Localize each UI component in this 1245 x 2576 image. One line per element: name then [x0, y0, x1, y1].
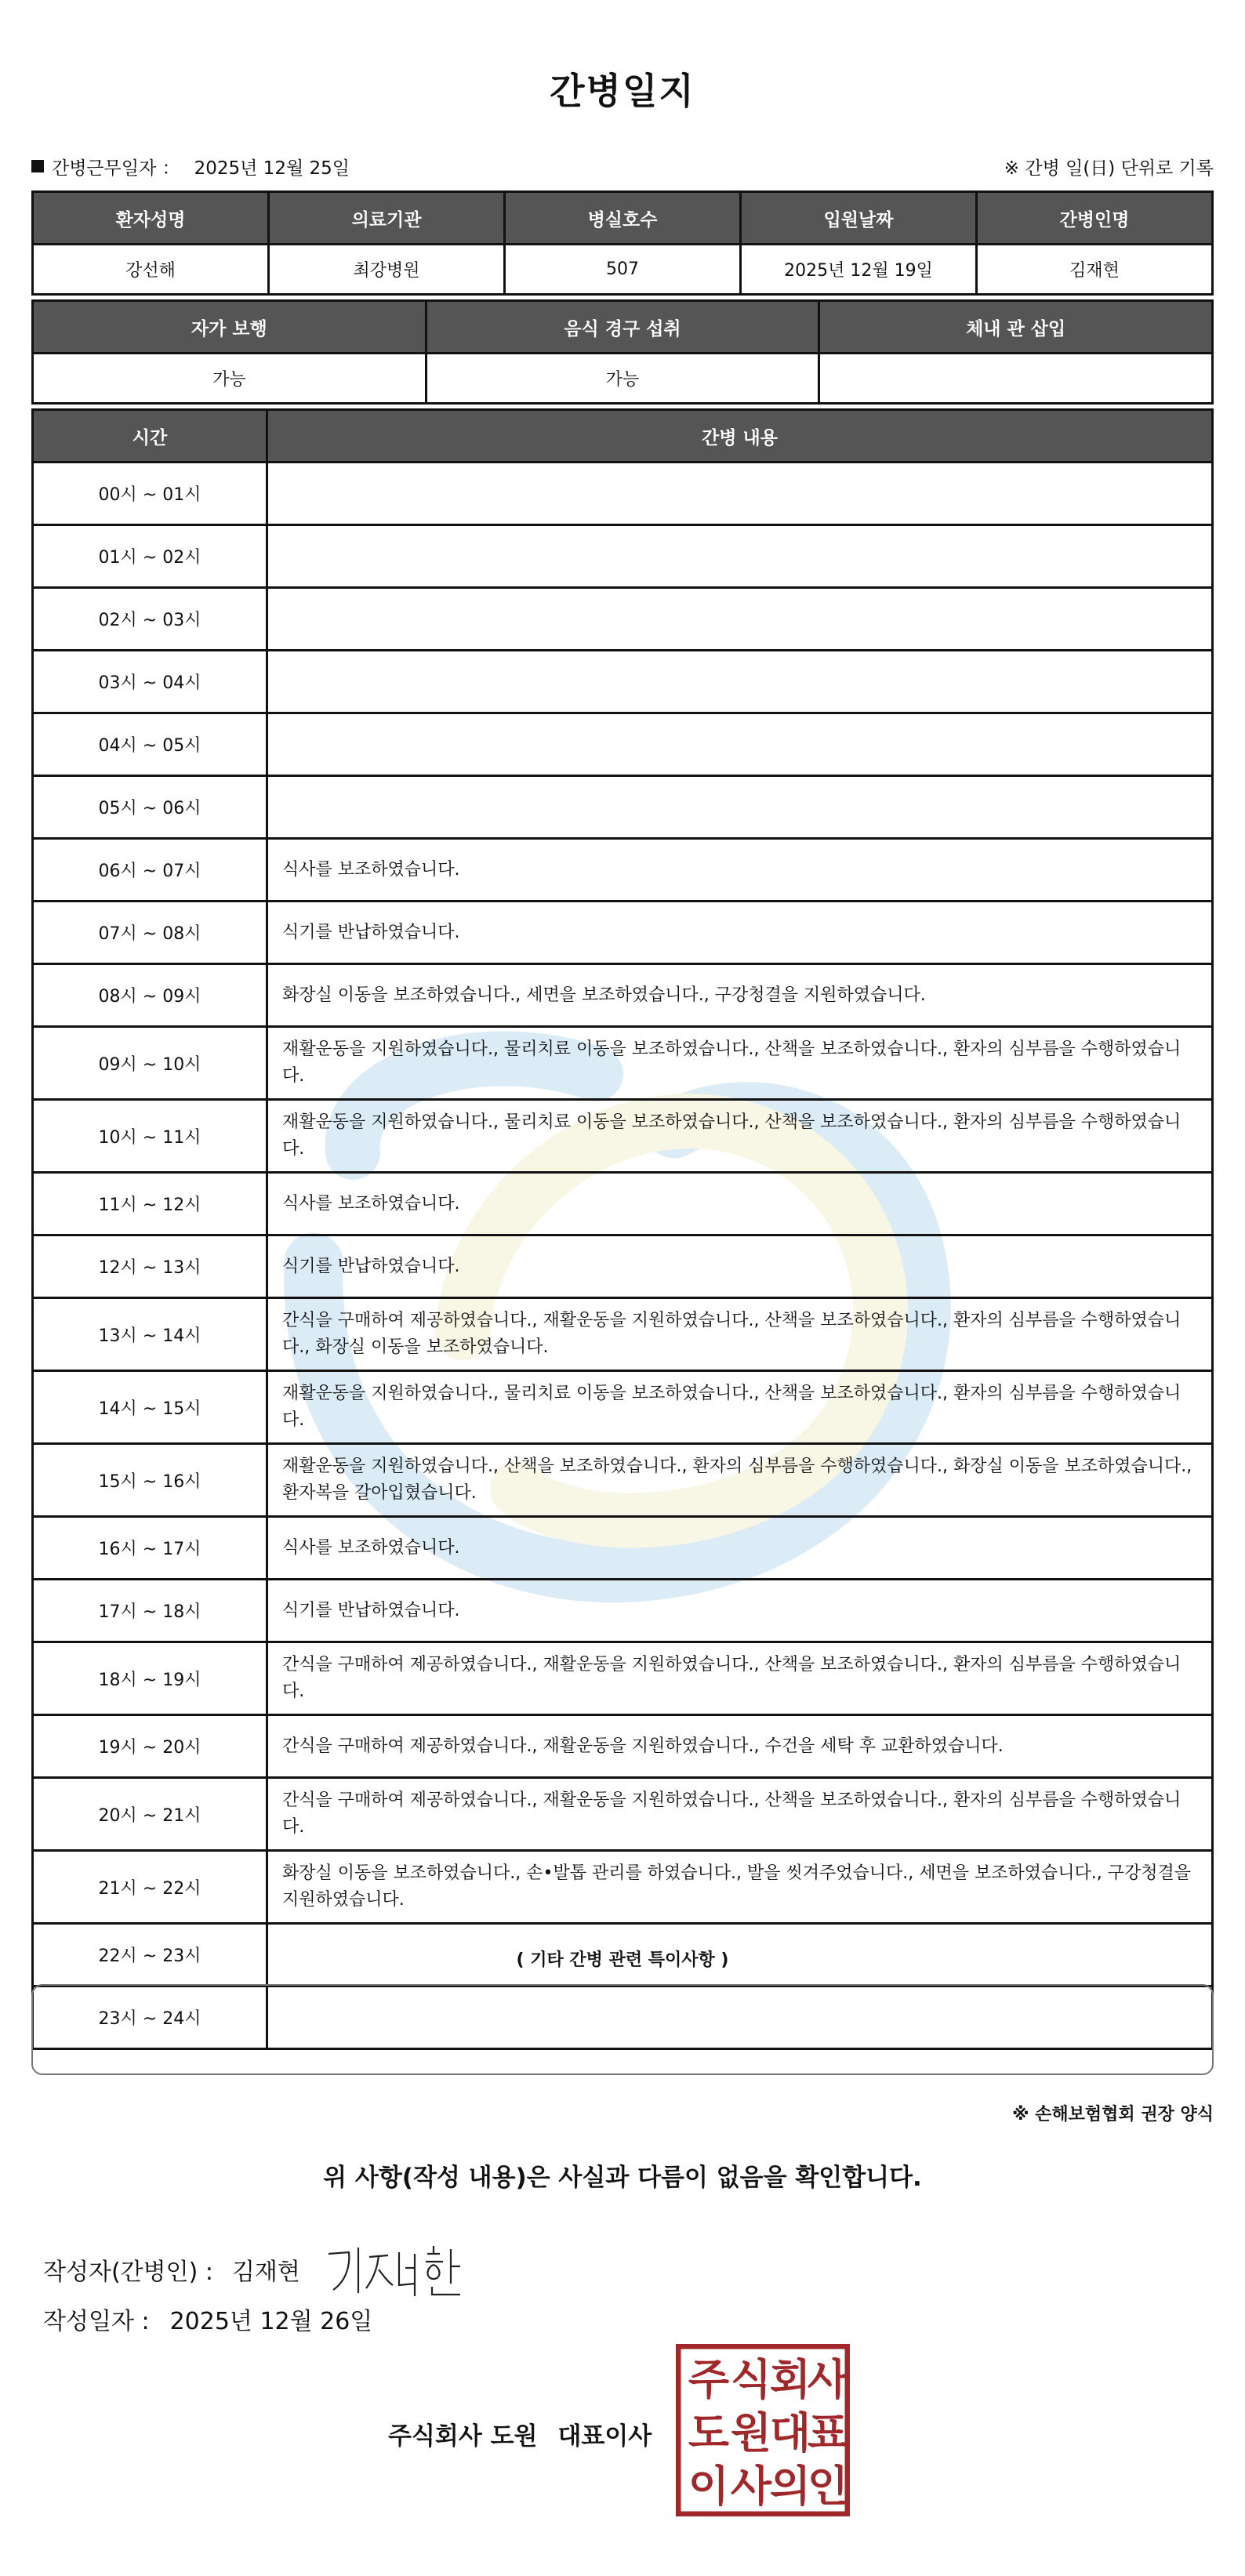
log-row: [33, 1642, 1213, 1715]
recommendation-note: ※ 손해보험협회 권장 양식: [1012, 2105, 1214, 2124]
oral-intake-cell: 가능: [426, 354, 819, 404]
svg-text:대: 대: [769, 2408, 811, 2458]
svg-text:도: 도: [688, 2408, 730, 2458]
status-header-row: [33, 301, 1213, 354]
svg-text:사: 사: [807, 2355, 849, 2404]
log-content-cell: 식기를 반납하였습니다.: [267, 902, 1213, 964]
log-row: [33, 1100, 1213, 1173]
work-date-label: 간병근무일자 ：: [52, 158, 180, 179]
log-content-cell: 식기를 반납하였습니다.: [267, 1580, 1213, 1642]
log-row: [33, 1235, 1213, 1298]
company-row: [388, 2416, 652, 2451]
written-date-value: 2025년 12월 26일: [169, 2308, 373, 2335]
log-content-cell: [267, 651, 1213, 713]
log-row: [33, 525, 1213, 588]
log-time-cell: 16시 ~ 17시: [33, 1517, 267, 1580]
header-care-content: 간병 내용: [267, 410, 1213, 463]
log-time-cell: 11시 ~ 12시: [33, 1173, 267, 1235]
log-content-cell: 재활운동을 지원하였습니다., 산책을 보조하였습니다., 환자의 심부름을 수행하였습니다., 화장실 이동을 보조하였습니다., 환자복을 갈아입혔습니다.: [267, 1444, 1213, 1517]
log-row: [33, 839, 1213, 902]
log-content-cell: 재활운동을 지원하였습니다., 물리치료 이동을 보조하였습니다., 산책을 보조하였습니다., 환자의 심부름을 수행하였습니다.: [267, 1100, 1213, 1173]
hospital-cell: 최강병원: [269, 245, 505, 295]
log-content-cell: 간식을 구매하여 제공하였습니다., 재활운동을 지원하였습니다., 산책을 보조하였습니다., 환자의 심부름을 수행하였습니다., 화장실 이동을 보조하였습니다.: [267, 1298, 1213, 1371]
work-date-value: 2025년 12월 25일: [194, 158, 350, 179]
log-content-cell: 화장실 이동을 보조하였습니다., 손•발톱 관리를 하였습니다., 발을 씻겨주었습니다., 세면을 보조하였습니다., 구강청결을 지원하였습니다.: [267, 1851, 1213, 1924]
room-number-cell: 507: [505, 245, 741, 295]
handwritten-signature-icon: [322, 2238, 471, 2301]
log-body: [33, 463, 1213, 2049]
log-time-cell: 07시 ~ 08시: [33, 902, 267, 964]
log-time-cell: 19시 ~ 20시: [33, 1715, 267, 1778]
log-time-cell: 14시 ~ 15시: [33, 1371, 267, 1444]
page-title: 간병일지: [550, 70, 695, 112]
patient-value-row: [33, 245, 1213, 295]
log-time-cell: 09시 ~ 10시: [33, 1027, 267, 1100]
caregiver-name-cell: 김재현: [977, 245, 1213, 295]
svg-text:표: 표: [807, 2408, 849, 2458]
confirmation-statement: 위 사항(작성 내용)은 사실과 다름이 없음을 확인합니다.: [323, 2164, 922, 2192]
self-walking-cell: 가능: [33, 354, 426, 404]
work-date-row: [31, 151, 1214, 182]
patient-info-table: [31, 190, 1214, 296]
other-notes-title: ( 기타 간병 관련 특이사항 ): [516, 1950, 729, 1970]
svg-text:회: 회: [769, 2355, 811, 2404]
log-row: [33, 1444, 1213, 1517]
log-time-cell: 23시 ~ 24시: [33, 1986, 267, 2049]
svg-text:식: 식: [730, 2355, 772, 2404]
log-header-row: [33, 410, 1213, 463]
log-content-cell: 식기를 반납하였습니다.: [267, 1235, 1213, 1298]
log-time-cell: 00시 ~ 01시: [33, 463, 267, 525]
header-caregiver-name: 간병인명: [977, 192, 1213, 245]
header-self-walking: 자가 보행: [33, 301, 426, 354]
care-log-table: [31, 408, 1214, 2050]
log-content-cell: 식사를 보조하였습니다.: [267, 839, 1213, 902]
log-content-cell: 식사를 보조하였습니다.: [267, 1173, 1213, 1235]
log-time-cell: 01시 ~ 02시: [33, 525, 267, 588]
log-content-cell: [267, 525, 1213, 588]
log-row: [33, 1027, 1213, 1100]
log-time-cell: 10시 ~ 11시: [33, 1100, 267, 1173]
svg-text:원: 원: [730, 2408, 772, 2458]
log-time-cell: 20시 ~ 21시: [33, 1778, 267, 1851]
log-row: [33, 964, 1213, 1027]
log-row: [33, 1715, 1213, 1778]
log-time-cell: 18시 ~ 19시: [33, 1642, 267, 1715]
company-name: 주식회사 도원: [388, 2422, 538, 2451]
log-row: [33, 902, 1213, 964]
log-time-cell: 04시 ~ 05시: [33, 713, 267, 776]
written-date-label: 작성일자 :: [43, 2308, 150, 2335]
log-content-cell: 간식을 구매하여 제공하였습니다., 재활운동을 지원하였습니다., 산책을 보조하였습니다., 환자의 심부름을 수행하였습니다.: [267, 1778, 1213, 1851]
log-time-cell: 21시 ~ 22시: [33, 1851, 267, 1924]
log-time-cell: 22시 ~ 23시: [33, 1924, 267, 1986]
log-content-cell: 간식을 구매하여 제공하였습니다., 재활운동을 지원하였습니다., 수건을 세탁 후 교환하였습니다.: [267, 1715, 1213, 1778]
log-time-cell: 08시 ~ 09시: [33, 964, 267, 1027]
tube-insertion-cell: [819, 354, 1213, 404]
log-time-cell: 05시 ~ 06시: [33, 776, 267, 839]
log-row: [33, 1173, 1213, 1235]
writer-name: 김재현: [231, 2259, 300, 2286]
log-time-cell: 13시 ~ 14시: [33, 1298, 267, 1371]
log-row: [33, 713, 1213, 776]
writer-label: 작성자(간병인) :: [43, 2259, 213, 2286]
log-time-cell: 06시 ~ 07시: [33, 839, 267, 902]
log-row: [33, 1580, 1213, 1642]
svg-text:의: 의: [769, 2462, 811, 2511]
log-content-cell: [267, 776, 1213, 839]
company-seal-icon: [676, 2344, 850, 2516]
writer-row: [43, 2238, 471, 2301]
header-patient-name: 환자성명: [33, 192, 269, 245]
log-time-cell: 15시 ~ 16시: [33, 1444, 267, 1517]
log-content-cell: 재활운동을 지원하였습니다., 물리치료 이동을 보조하였습니다., 산책을 보조하였습니다., 환자의 심부름을 수행하였습니다.: [267, 1027, 1213, 1100]
header-time: 시간: [33, 410, 267, 463]
header-hospital: 의료기관: [269, 192, 505, 245]
log-time-cell: 03시 ~ 04시: [33, 651, 267, 713]
log-content-cell: 화장실 이동을 보조하였습니다., 세면을 보조하였습니다., 구강청결을 지원하였습니다.: [267, 964, 1213, 1027]
log-row: [33, 1851, 1213, 1924]
header-admission-date: 입원날짜: [741, 192, 977, 245]
log-time-cell: 02시 ~ 03시: [33, 588, 267, 651]
header-oral-intake: 음식 경구 섭취: [426, 301, 819, 354]
svg-text:주: 주: [688, 2355, 730, 2404]
log-row: [33, 776, 1213, 839]
log-row: [33, 463, 1213, 525]
patient-status-table: [31, 299, 1214, 405]
svg-text:인: 인: [807, 2462, 849, 2511]
header-tube-insertion: 체내 관 삽입: [819, 301, 1213, 354]
company-title: 대표이사: [557, 2422, 652, 2451]
written-date-row: [43, 2302, 372, 2336]
log-content-cell: 간식을 구매하여 제공하였습니다., 재활운동을 지원하였습니다., 산책을 보조하였습니다., 환자의 심부름을 수행하였습니다.: [267, 1642, 1213, 1715]
other-notes-box: [31, 1984, 1214, 2075]
header-room-number: 병실호수: [505, 192, 741, 245]
patient-header-row: [33, 192, 1213, 245]
log-row: [33, 651, 1213, 713]
work-date-group: [31, 154, 350, 180]
log-time-cell: 12시 ~ 13시: [33, 1235, 267, 1298]
admission-date-cell: 2025년 12월 19일: [741, 245, 977, 295]
log-row: [33, 1371, 1213, 1444]
log-content-cell: [267, 463, 1213, 525]
log-row: [33, 1298, 1213, 1371]
log-time-cell: 17시 ~ 18시: [33, 1580, 267, 1642]
patient-name-cell: 강선해: [33, 245, 269, 295]
status-value-row: [33, 354, 1213, 404]
svg-text:사: 사: [730, 2462, 772, 2511]
svg-text:이: 이: [688, 2462, 730, 2511]
square-bullet-icon: [31, 160, 44, 172]
log-row: [33, 1517, 1213, 1580]
log-content-cell: [267, 713, 1213, 776]
log-row: [33, 588, 1213, 651]
log-content-cell: 재활운동을 지원하였습니다., 물리치료 이동을 보조하였습니다., 산책을 보조하였습니다., 환자의 심부름을 수행하였습니다.: [267, 1371, 1213, 1444]
log-content-cell: 식사를 보조하였습니다.: [267, 1517, 1213, 1580]
log-content-cell: [267, 588, 1213, 651]
daily-record-note: ※ 간병 일(日) 단위로 기록: [1004, 158, 1214, 179]
log-row: [33, 1778, 1213, 1851]
